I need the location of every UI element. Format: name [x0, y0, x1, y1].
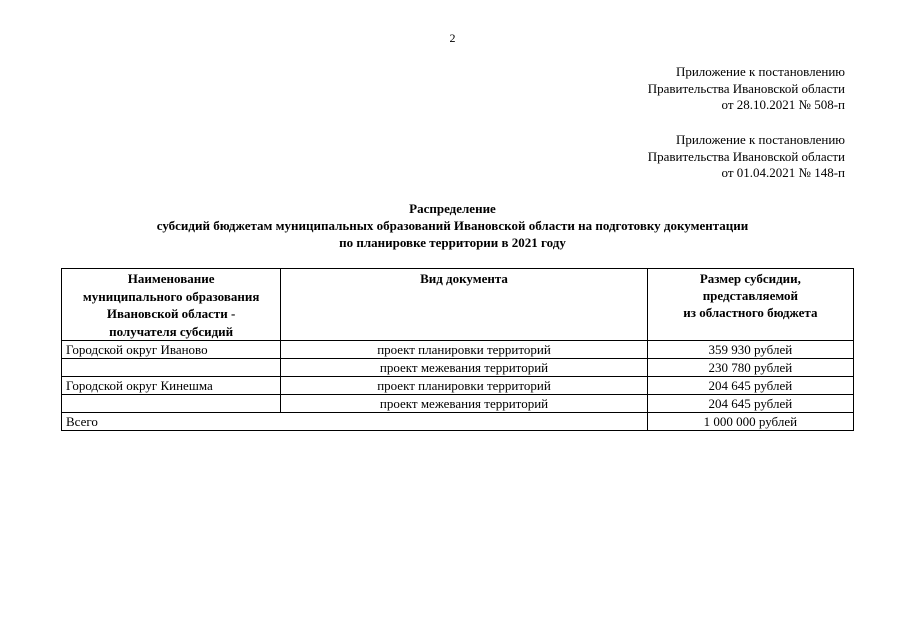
municipality-cell-continuation [62, 359, 281, 377]
header-document-type: Вид документа [281, 269, 647, 341]
document-cell: проект межевания территорий [281, 395, 647, 413]
table-header-row [62, 269, 854, 341]
header-amount [647, 269, 853, 341]
header-amount-line1: Размер субсидии, [699, 271, 801, 286]
title-line1: Распределение [409, 201, 496, 216]
appendix-original-line1: Приложение к постановлению [675, 132, 845, 147]
header-municipality-line4: получателя субсидий [109, 323, 234, 339]
municipality-cell-continuation [62, 395, 281, 413]
total-label: Всего [62, 413, 648, 431]
table-row [62, 359, 854, 377]
table-row [62, 377, 854, 395]
total-row [62, 413, 854, 431]
appendix-original-line2: Правительства Ивановской области [647, 148, 845, 164]
municipality-cell: Городской округ Иваново [62, 341, 281, 359]
header-municipality-line2: муниципального образования [82, 288, 260, 304]
amount-cell: 359 930 рублей [647, 341, 853, 359]
title-line3: по планировке территории в 2021 году [339, 235, 566, 250]
document-cell: проект межевания территорий [281, 359, 647, 377]
header-municipality-line1: Наименование [127, 271, 215, 286]
title-line2: субсидий бюджетам муниципальных образований Ивановской области на подготовку документации [156, 218, 749, 233]
appendix-current-line3: от 28.10.2021 № 508-п [721, 97, 845, 112]
document-cell: проект планировки территорий [281, 377, 647, 395]
amount-cell: 204 645 рублей [647, 395, 853, 413]
total-amount: 1 000 000 рублей [647, 413, 853, 431]
header-municipality [62, 269, 281, 341]
appendix-original-reference [648, 132, 845, 182]
appendix-original-line3: от 01.04.2021 № 148-п [721, 165, 845, 180]
table-row [62, 341, 854, 359]
header-municipality-line3: Ивановской области - [106, 306, 236, 321]
page-number: 2 [449, 31, 456, 45]
municipality-cell: Городской округ Кинешма [62, 377, 281, 395]
table-row [62, 395, 854, 413]
subsidy-distribution-table [61, 268, 854, 431]
document-cell: проект планировки территорий [281, 341, 647, 359]
appendix-current-reference [648, 64, 845, 114]
amount-cell: 230 780 рублей [647, 359, 853, 377]
appendix-current-line1: Приложение к постановлению [675, 64, 845, 79]
appendix-current-line2: Правительства Ивановской области [647, 80, 845, 96]
document-title [0, 200, 905, 251]
header-amount-line2: представляемой [702, 288, 799, 303]
header-amount-line3: из областного бюджета [683, 305, 818, 320]
amount-cell: 204 645 рублей [647, 377, 853, 395]
